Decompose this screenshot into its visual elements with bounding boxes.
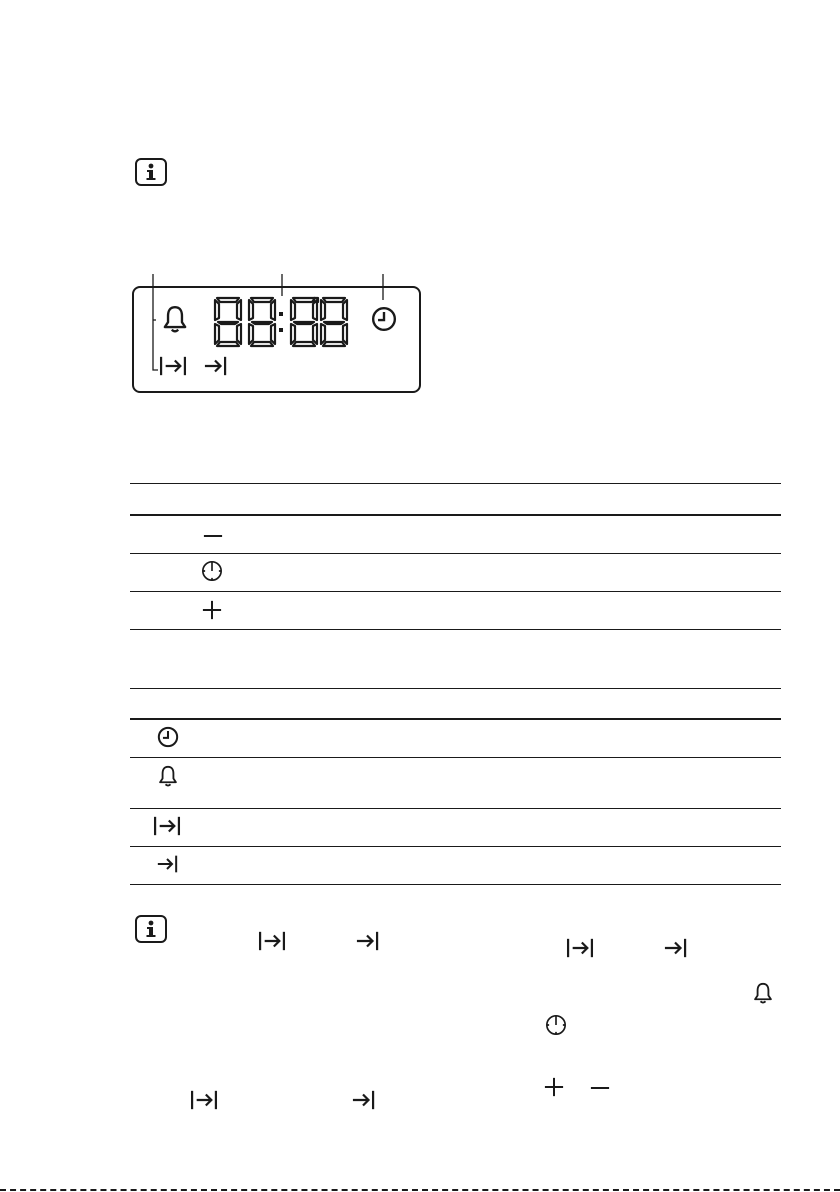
table-header-divider (130, 514, 781, 516)
table-row-divider (130, 846, 781, 847)
plus-icon (544, 1077, 564, 1097)
digital-time-display (210, 296, 352, 348)
minus-icon (203, 534, 223, 538)
bell-icon (158, 764, 178, 788)
table-header-rule (130, 688, 781, 689)
table-bottom-rule (130, 884, 781, 885)
end-icon (351, 1089, 375, 1111)
clock-function-icon (545, 1014, 567, 1036)
bell-icon (162, 304, 188, 334)
table-row-divider (130, 808, 781, 809)
table-header-divider (130, 718, 781, 720)
minus-icon (590, 1086, 610, 1090)
end-icon (663, 937, 687, 959)
duration-icon (158, 355, 188, 377)
end-icon (155, 854, 179, 874)
table-row-divider (130, 757, 781, 758)
table-row-divider (130, 591, 781, 592)
table-header-rule (130, 483, 781, 484)
table-row-divider (130, 553, 781, 554)
duration-icon (566, 937, 594, 959)
clock-function-icon (201, 560, 223, 582)
page-bottom-edge (0, 1189, 840, 1191)
clock-icon (371, 306, 397, 332)
bell-icon (753, 981, 773, 1005)
time-of-day-icon (157, 726, 179, 748)
end-icon (202, 355, 228, 377)
table-bottom-rule (130, 629, 781, 630)
duration-icon (153, 815, 181, 837)
end-icon (355, 930, 379, 952)
info-icon (135, 158, 167, 186)
duration-icon (258, 930, 286, 952)
plus-icon (202, 600, 222, 620)
info-icon (135, 915, 167, 943)
duration-icon (190, 1089, 218, 1111)
